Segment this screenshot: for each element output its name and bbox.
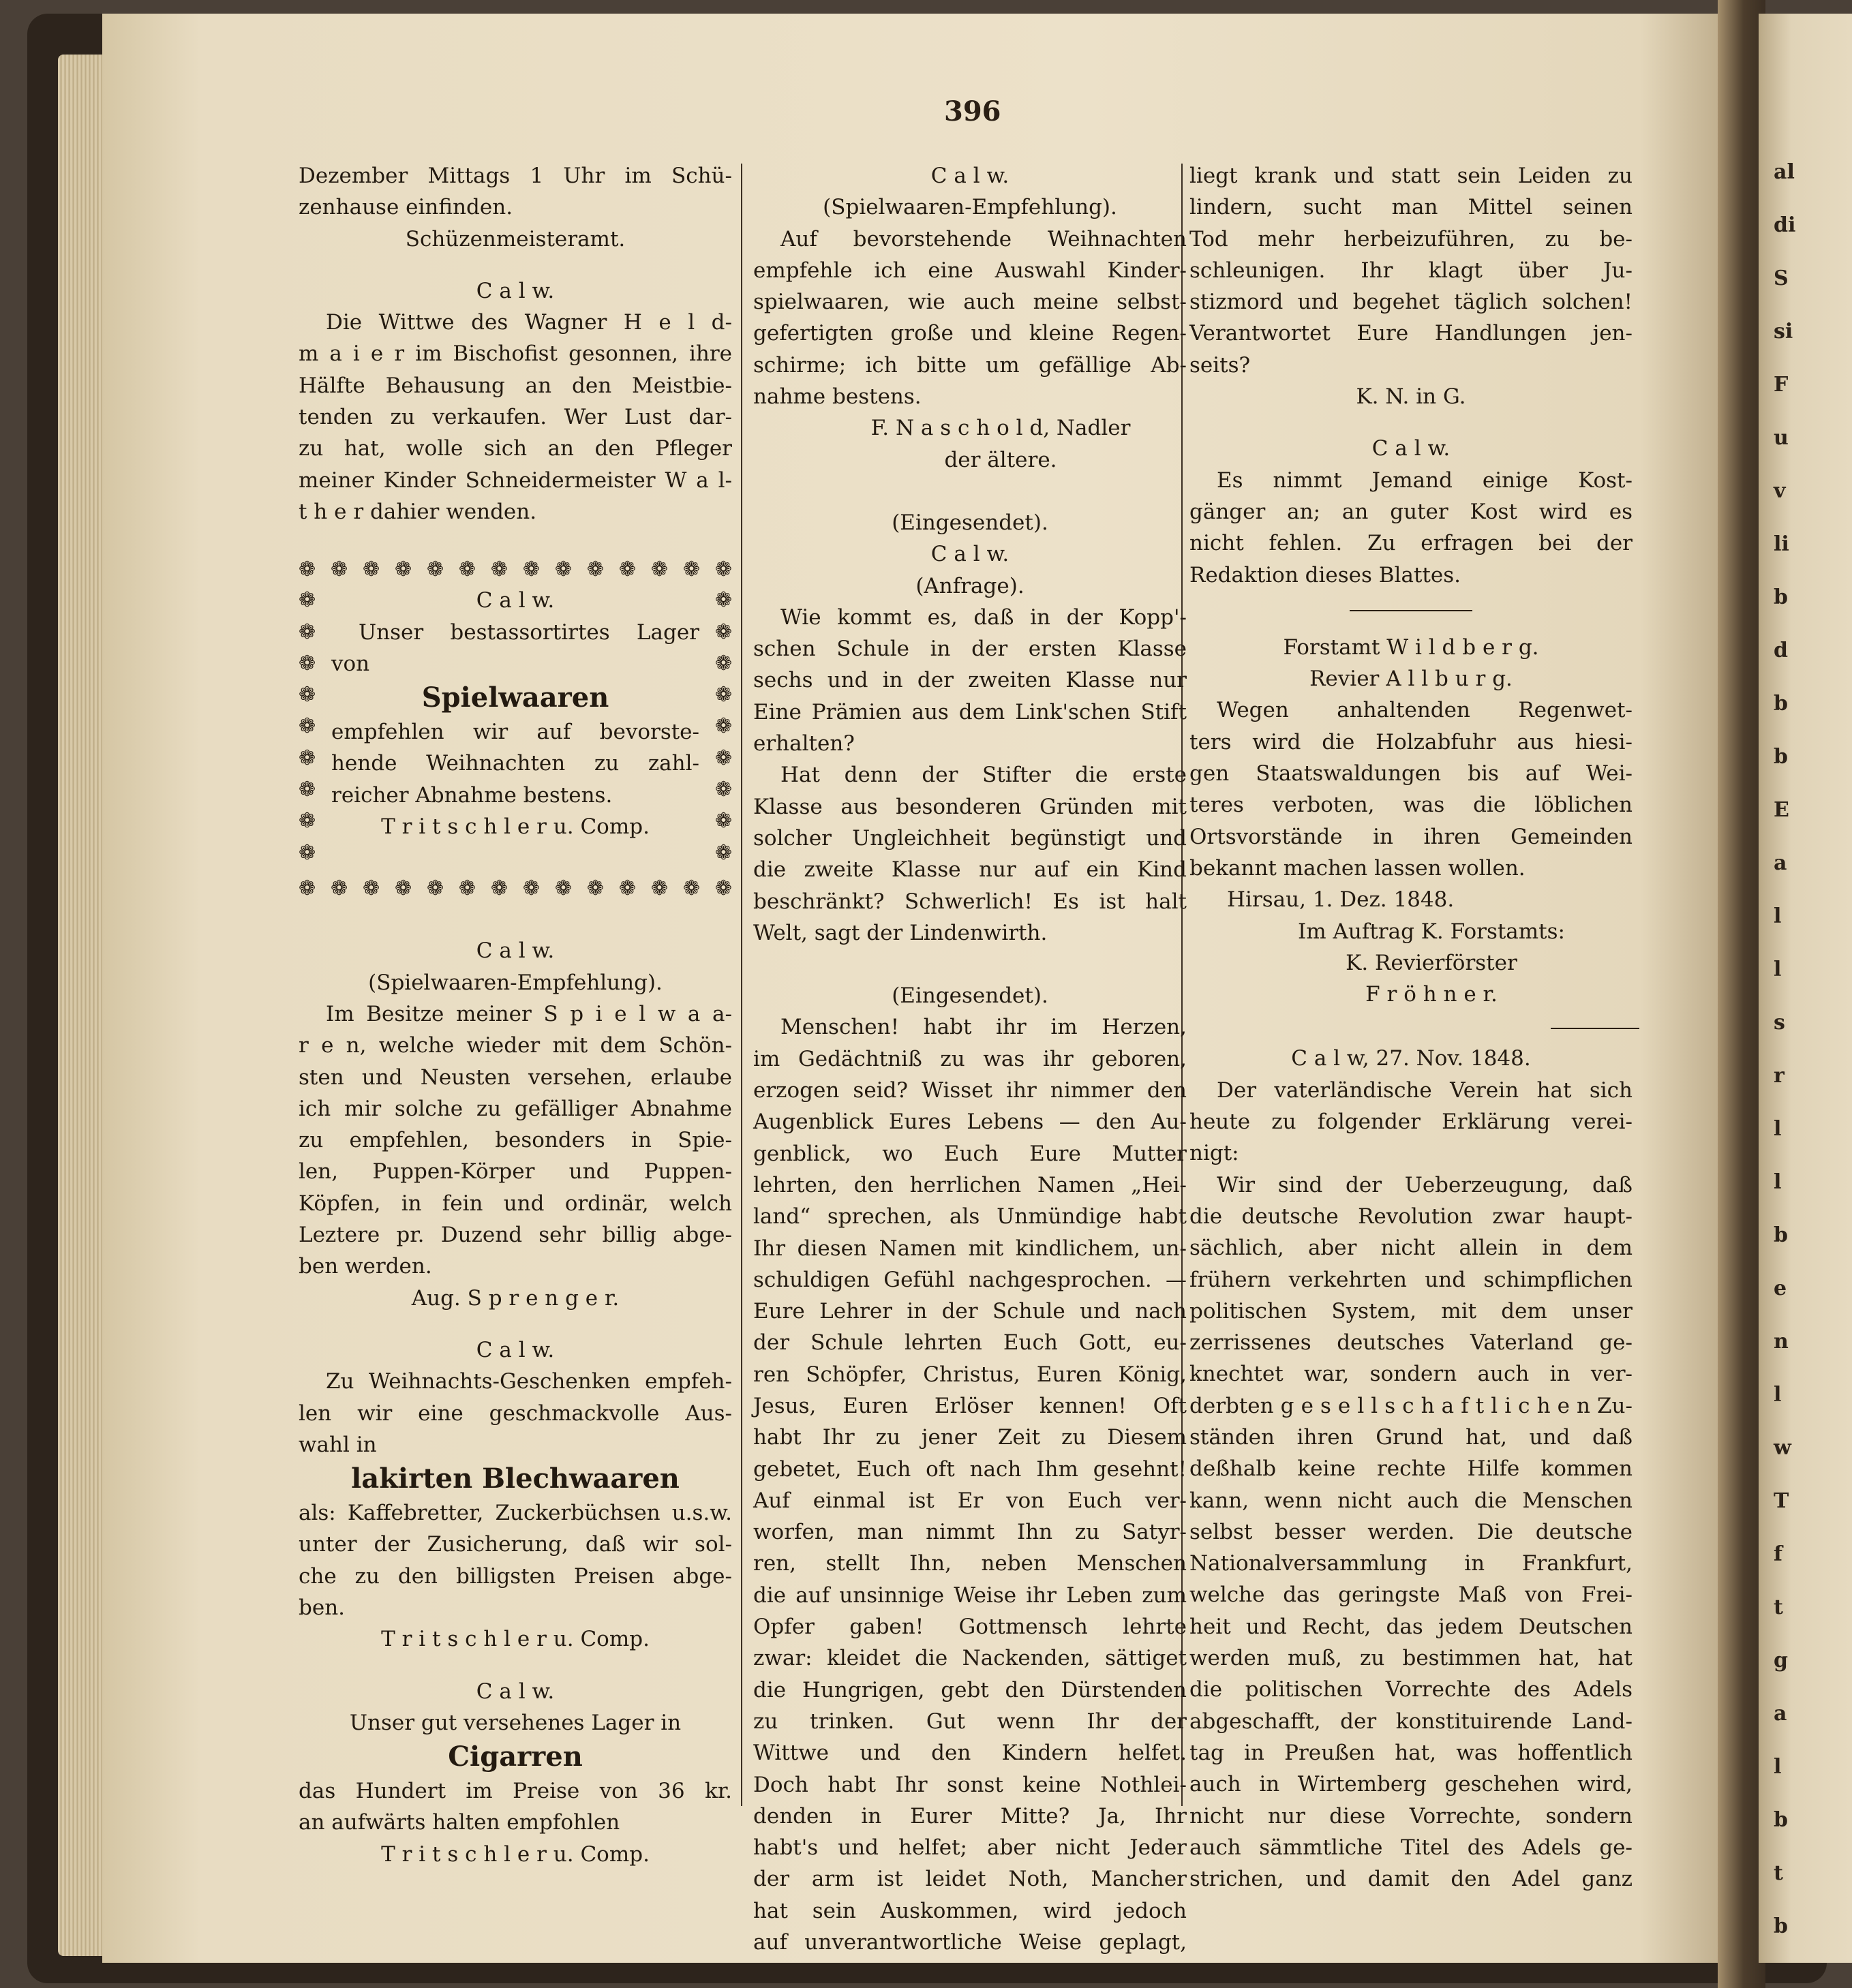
next-page-fragment: t bbox=[1774, 1861, 1783, 1885]
text-line: Nationalversammlung in Frankfurt, bbox=[1189, 1551, 1633, 1576]
text-line: die Hungrigen, gebt den Dürstenden bbox=[753, 1677, 1187, 1702]
ornament-glyph: ❁ bbox=[394, 557, 412, 582]
text-line: reicher Abnahme bestens. bbox=[331, 782, 613, 808]
ornament-glyph: ❁ bbox=[714, 588, 732, 613]
next-page-fragment: a bbox=[1774, 851, 1787, 875]
text-line: nicht nur diese Vorrechte, sondern bbox=[1189, 1803, 1633, 1829]
section-divider bbox=[1350, 610, 1472, 611]
ornament-right bbox=[715, 585, 732, 869]
signature: F r ö h n e r. bbox=[1365, 982, 1498, 1007]
ornament-row bbox=[299, 555, 732, 585]
ornament-glyph: ❁ bbox=[522, 557, 541, 582]
ornament-glyph: ❁ bbox=[299, 620, 316, 644]
text-line: abgeschafft, der konstituirende Land- bbox=[1189, 1709, 1633, 1734]
text-line: gänger an; an guter Kost wird es bbox=[1189, 499, 1633, 524]
ornament-glyph: ❁ bbox=[426, 557, 444, 582]
text-line: frühern verkehrten und schimpflichen bbox=[1189, 1267, 1633, 1292]
signature: Im Auftrag K. Forstamts: bbox=[1298, 919, 1565, 944]
next-page-fragment: l bbox=[1774, 1383, 1782, 1407]
ornament-glyph: ❁ bbox=[299, 746, 316, 770]
text-line: schuldigen Gefühl nachgesprochen. — bbox=[753, 1267, 1187, 1292]
ornament-glyph: ❁ bbox=[618, 557, 636, 582]
ornament-glyph: ❁ bbox=[554, 876, 573, 901]
text-line: das Hundert im Preise von 36 kr. bbox=[299, 1779, 732, 1804]
text-line: Leztere pr. Duzend sehr billig abge- bbox=[299, 1223, 732, 1248]
notice-wittwe bbox=[299, 275, 732, 527]
notice-sprenger bbox=[299, 935, 732, 1314]
signature: F. N a s c h o l d, Nadler bbox=[870, 416, 1131, 441]
ornament-glyph: ❁ bbox=[458, 876, 476, 901]
text-line: Dezember Mittags 1 Uhr im Schü- bbox=[299, 164, 732, 188]
notice-cigarren bbox=[299, 1676, 732, 1870]
text-line: hat sein Auskommen, wird jedoch bbox=[753, 1898, 1187, 1923]
next-page-fragment: v bbox=[1774, 479, 1786, 503]
text-line: sten und Neusten versehen, erlaube bbox=[299, 1065, 732, 1090]
next-page-fragment: e bbox=[1774, 1276, 1787, 1300]
text-line: habt's und helfet; aber nicht Jeder bbox=[753, 1835, 1187, 1861]
text-line: schen Schule in der ersten Klasse bbox=[753, 637, 1187, 662]
text-line: gebetet, Euch oft nach Ihm gesehnt! bbox=[753, 1456, 1187, 1482]
ornament-glyph: ❁ bbox=[714, 651, 732, 675]
notice-forstamt bbox=[1189, 632, 1633, 1011]
ornament-glyph: ❁ bbox=[299, 809, 316, 834]
text-line: spielwaaren, wie auch meine selbst- bbox=[753, 290, 1187, 315]
ornament-glyph: ❁ bbox=[714, 714, 732, 739]
next-page-fragment: t bbox=[1774, 1595, 1783, 1619]
notice-kostgaenger bbox=[1189, 433, 1633, 590]
next-page-fragment: s bbox=[1774, 1011, 1785, 1035]
text-line: werden muß, zu bestimmen hat, hat bbox=[1189, 1646, 1633, 1671]
column-3 bbox=[1189, 160, 1633, 1895]
text-line: der arm ist leidet Noth, Mancher bbox=[753, 1867, 1187, 1892]
ornament-glyph: ❁ bbox=[299, 714, 316, 739]
text-line: Wie kommt es, daß in der Kopp'- bbox=[780, 605, 1187, 630]
notice-verein bbox=[1189, 1043, 1633, 1895]
column-1 bbox=[299, 160, 732, 1870]
text-line: zenhause einfinden. bbox=[299, 195, 513, 220]
text-line: ren, stellt Ihn, neben Menschen bbox=[753, 1551, 1187, 1576]
text-line: kann, wenn nicht auch die Menschen bbox=[1189, 1488, 1633, 1513]
ornament-glyph: ❁ bbox=[714, 840, 732, 865]
text-line: genblick, wo Euch Eure Mutter bbox=[753, 1141, 1187, 1166]
ornament-glyph: ❁ bbox=[714, 809, 732, 834]
next-page-fragment: b bbox=[1774, 692, 1788, 716]
notice-schuetzen bbox=[299, 160, 732, 255]
ornament-glyph: ❁ bbox=[650, 876, 668, 901]
ornament-content bbox=[299, 585, 732, 874]
text-line: selbst besser werden. Die deutsche bbox=[1189, 1519, 1633, 1544]
ornament-glyph: ❁ bbox=[682, 876, 700, 901]
place-heading: C a l w. bbox=[476, 588, 555, 613]
signature: K. N. in G. bbox=[1356, 384, 1466, 410]
ornament-glyph: ❁ bbox=[714, 557, 732, 582]
text-line: derbten g e s e l l s c h a f t l i c h e n Zu- bbox=[1189, 1393, 1633, 1418]
text-line: der Schule lehrten Euch Gott, eu- bbox=[753, 1330, 1187, 1356]
ornament-glyph: ❁ bbox=[299, 683, 316, 707]
text-line: als: Kaffebretter, Zuckerbüchsen u.s.w. bbox=[299, 1501, 732, 1526]
next-page-fragment: l bbox=[1774, 1117, 1782, 1141]
text-line: Doch habt Ihr sonst keine Nothlei- bbox=[753, 1772, 1187, 1797]
ornament-glyph: ❁ bbox=[522, 876, 541, 901]
ornament-glyph: ❁ bbox=[394, 876, 412, 901]
next-page-fragment: di bbox=[1774, 213, 1796, 237]
signature: Schüzenmeisteramt. bbox=[405, 226, 626, 251]
notice-blechwaaren bbox=[299, 1334, 732, 1655]
ornament-glyph: ❁ bbox=[458, 557, 476, 582]
ornament-glyph: ❁ bbox=[299, 778, 316, 802]
next-page-fragment: li bbox=[1774, 532, 1789, 556]
text-line: Zu Weihnachts-Geschenken empfeh- bbox=[326, 1369, 732, 1394]
headline: Cigarren bbox=[448, 1741, 583, 1773]
text-line: zu hat, wolle sich an den Pfleger bbox=[299, 436, 732, 461]
text-line: Der vaterländische Verein hat sich bbox=[1217, 1077, 1633, 1103]
signature: Aug. S p r e n g e r. bbox=[411, 1285, 620, 1311]
text-line: nahme bestens. bbox=[753, 384, 922, 410]
notice-menschen bbox=[753, 980, 1187, 1958]
next-page-fragment: l bbox=[1774, 1170, 1782, 1194]
next-page-fragment: T bbox=[1774, 1489, 1789, 1513]
text-line: politischen System, mit dem unser bbox=[1189, 1298, 1633, 1324]
signature: T r i t s c h l e r u. Comp. bbox=[381, 1841, 650, 1867]
place-heading: C a l w. bbox=[930, 542, 1010, 567]
text-line: Auf einmal ist Er von Euch ver- bbox=[753, 1488, 1187, 1513]
text-line: unter der Zusicherung, daß wir sol- bbox=[299, 1532, 732, 1557]
text-line: die auf unsinnige Weise ihr Leben zum bbox=[753, 1582, 1187, 1608]
next-page-fragment: al bbox=[1774, 160, 1795, 184]
text-line: gen Staatswaldungen bis auf Wei- bbox=[1189, 761, 1633, 786]
text-line: habt Ihr zu jener Zeit zu Diesem bbox=[753, 1425, 1187, 1450]
text-line: empfehle ich eine Auswahl Kinder- bbox=[753, 258, 1187, 283]
text-line: Redaktion dieses Blattes. bbox=[1189, 562, 1461, 587]
next-page-fragment: d bbox=[1774, 639, 1788, 662]
text-line: Unser gut versehenes Lager in bbox=[349, 1710, 682, 1735]
ornament-glyph: ❁ bbox=[299, 557, 316, 582]
text-line: sechs und in der zweiten Klasse nur bbox=[753, 668, 1187, 693]
next-page-fragment: b bbox=[1774, 1914, 1788, 1938]
text-line: Opfer gaben! Gottmensch lehrte bbox=[753, 1615, 1187, 1640]
text-line: solcher Ungleichheit begünstigt und bbox=[753, 825, 1187, 851]
ornament-glyph: ❁ bbox=[714, 778, 732, 802]
text-line: teres verboten, was die löblichen bbox=[1189, 793, 1633, 818]
text-line: m a i e r im Bischofist gesonnen, ihre bbox=[299, 341, 732, 367]
next-page-fragment: b bbox=[1774, 1223, 1788, 1247]
text-line: lehrten, den herrlichen Namen „Hei- bbox=[753, 1172, 1187, 1197]
text-line: Hat denn der Stifter die erste bbox=[780, 763, 1187, 788]
place-heading: C a l w. bbox=[476, 938, 555, 964]
text-line: beschränkt? Schwerlich! Es ist halt bbox=[753, 889, 1187, 914]
text-line: empfehlen wir auf bevorste- bbox=[331, 720, 699, 745]
text-line: lindern, sucht man Mittel seinen bbox=[1189, 195, 1633, 220]
ornament-glyph: ❁ bbox=[618, 876, 636, 901]
text-line: r e n, welche wieder mit dem Schön- bbox=[299, 1033, 732, 1058]
text-line: Im Besitze meiner S p i e l w a a- bbox=[326, 1001, 732, 1026]
next-page-fragment: F bbox=[1774, 373, 1789, 397]
text-line: Wittwe und den Kindern helfet. bbox=[753, 1741, 1187, 1766]
notice-anfrage bbox=[753, 507, 1187, 949]
ornament-left bbox=[299, 585, 316, 869]
text-line: im Gedächtniß zu was ihr geboren, bbox=[753, 1046, 1187, 1071]
text-line: hende Weihnachten zu zahl- bbox=[331, 751, 699, 776]
text-line: tag in Preußen hat, was hoffentlich bbox=[1189, 1740, 1633, 1765]
signature: der ältere. bbox=[944, 447, 1057, 472]
text-line: wahl in bbox=[299, 1432, 377, 1457]
ornamental-box-ad bbox=[299, 555, 732, 904]
ornament-glyph: ❁ bbox=[299, 876, 316, 901]
next-page-fragment: b bbox=[1774, 585, 1788, 609]
headline: Spielwaaren bbox=[421, 682, 609, 714]
text-line: worfen, man nimmt Ihn zu Satyr- bbox=[753, 1520, 1187, 1545]
subtitle: (Spielwaaren-Empfehlung). bbox=[368, 970, 663, 995]
text-line: gefertigten große und kleine Regen- bbox=[753, 321, 1187, 346]
column-2 bbox=[753, 160, 1187, 1958]
next-page-edge bbox=[1759, 14, 1852, 1963]
place-heading: C a l w. bbox=[476, 1337, 555, 1362]
text-line: Auf bevorstehende Weihnachten bbox=[780, 226, 1187, 251]
text-line: Verantwortet Eure Handlungen jen- bbox=[1189, 321, 1633, 346]
text-line: Die Wittwe des Wagner H e l d- bbox=[326, 310, 732, 335]
signature: K. Revierförster bbox=[1346, 950, 1517, 975]
ornament-glyph: ❁ bbox=[299, 651, 316, 675]
ornament-glyph: ❁ bbox=[714, 683, 732, 707]
text-line: che zu den billigsten Preisen abge- bbox=[299, 1563, 732, 1589]
text-line: erzogen seid? Wisset ihr nimmer den bbox=[753, 1078, 1187, 1103]
ornament-glyph: ❁ bbox=[299, 840, 316, 865]
ornament-glyph: ❁ bbox=[586, 557, 604, 582]
next-page-fragment: u bbox=[1774, 426, 1789, 450]
text-line: auch in Wirtemberg geschehen wird, bbox=[1189, 1772, 1633, 1797]
text-line: Tod mehr herbeizuführen, zu be- bbox=[1189, 226, 1633, 251]
text-line: an aufwärts halten empfohlen bbox=[299, 1810, 620, 1835]
ornament-glyph: ❁ bbox=[714, 876, 732, 901]
text-line: ständen ihren Grund hat, und daß bbox=[1189, 1424, 1633, 1450]
ornament-glyph: ❁ bbox=[714, 620, 732, 644]
next-page-fragment: S bbox=[1774, 266, 1789, 290]
next-page-fragment: l bbox=[1774, 958, 1782, 981]
notice-continuation bbox=[1189, 160, 1633, 412]
text-line: zerrissenes deutsches Vaterland ge- bbox=[1189, 1330, 1633, 1356]
next-page-fragment: l bbox=[1774, 1755, 1782, 1779]
place-heading: C a l w. bbox=[476, 278, 555, 303]
signature: T r i t s c h l e r u. Comp. bbox=[381, 814, 650, 840]
text-line: nigt: bbox=[1189, 1141, 1239, 1166]
next-page-fragment: n bbox=[1774, 1330, 1789, 1354]
next-page-fragment: a bbox=[1774, 1702, 1787, 1726]
text-line: nicht fehlen. Zu erfragen bei der bbox=[1189, 531, 1633, 556]
text-line: Köpfen, in fein und ordinär, welch bbox=[299, 1191, 732, 1216]
next-page-fragment: f bbox=[1774, 1542, 1782, 1566]
next-page-fragment: E bbox=[1774, 798, 1789, 822]
ornament-glyph: ❁ bbox=[299, 588, 316, 613]
text-line: Wir sind der Ueberzeugung, daß bbox=[1217, 1172, 1633, 1197]
text-line: von bbox=[331, 651, 370, 676]
ornament-glyph: ❁ bbox=[650, 557, 668, 582]
text-line: tenden zu verkaufen. Wer Lust dar- bbox=[299, 405, 732, 430]
text-line: zu trinken. Gut wenn Ihr der bbox=[753, 1709, 1187, 1734]
page-number: 396 bbox=[944, 95, 1001, 127]
text-line: Ihr diesen Namen mit kindlichem, un- bbox=[753, 1236, 1187, 1261]
place-heading: C a l w. bbox=[476, 1679, 555, 1704]
text-line: Jesus, Euren Erlöser kennen! Oft bbox=[753, 1393, 1187, 1418]
text-line: Es nimmt Jemand einige Kost- bbox=[1217, 468, 1633, 493]
text-line: auch sämmtliche Titel des Adels ge- bbox=[1189, 1835, 1633, 1860]
text-line: seits? bbox=[1189, 352, 1251, 378]
text-line: ben. bbox=[299, 1595, 346, 1620]
text-line: heute zu folgender Erklärung verei- bbox=[1189, 1110, 1633, 1135]
notice-naschold bbox=[753, 160, 1187, 476]
text-line: Hälfte Behausung an den Meistbie- bbox=[299, 373, 732, 398]
dateline: Hirsau, 1. Dez. 1848. bbox=[1227, 887, 1455, 913]
text-line: schleunigen. Ihr klagt über Ju- bbox=[1189, 258, 1633, 283]
tag: (Eingesendet). bbox=[892, 510, 1048, 535]
text-line: zwar: kleidet die Nackenden, sättiget bbox=[753, 1646, 1187, 1671]
title: Forstamt W i l d b e r g. bbox=[1283, 634, 1539, 660]
text-line: ren Schöpfer, Christus, Euren König, bbox=[753, 1362, 1187, 1387]
text-line: die politischen Vorrechte des Adels bbox=[1189, 1677, 1633, 1702]
ornament-glyph: ❁ bbox=[682, 557, 700, 582]
text-line: auf unverantwortliche Weise geplagt, bbox=[753, 1930, 1187, 1955]
next-page-fragment: si bbox=[1774, 320, 1793, 343]
next-page-fragment: b bbox=[1774, 1808, 1788, 1832]
headline: lakirten Blechwaaren bbox=[351, 1463, 680, 1495]
subtitle: Revier A l l b u r g. bbox=[1309, 667, 1513, 692]
next-page-fragment: r bbox=[1774, 1064, 1785, 1088]
subtitle: (Spielwaaren-Empfehlung). bbox=[823, 195, 1117, 220]
text-line: knechtet war, sondern auch in ver- bbox=[1189, 1362, 1633, 1387]
text-line: Wegen anhaltenden Regenwet- bbox=[1217, 698, 1633, 723]
next-page-fragment: l bbox=[1774, 904, 1782, 928]
ornament-row bbox=[299, 874, 732, 904]
text-line: welche das geringste Maß von Frei- bbox=[1189, 1582, 1633, 1608]
text-line: bekannt machen lassen wollen. bbox=[1189, 855, 1525, 881]
text-line: Klasse aus besonderen Gründen mit bbox=[753, 794, 1187, 819]
ornament-glyph: ❁ bbox=[586, 876, 604, 901]
text-line: ters wird die Holzabfuhr aus hiesi- bbox=[1189, 729, 1633, 754]
place-heading: C a l w. bbox=[1371, 436, 1451, 461]
text-line: Eine Prämien aus dem Link'schen Stift bbox=[753, 699, 1187, 724]
ornament-glyph: ❁ bbox=[554, 557, 573, 582]
text-line: Augenblick Eures Lebens — den Au- bbox=[753, 1110, 1187, 1135]
text-line: denden in Eurer Mitte? Ja, Ihr bbox=[753, 1803, 1187, 1829]
ornament-glyph: ❁ bbox=[362, 876, 380, 901]
text-line: schirme; ich bitte um gefällige Ab- bbox=[753, 352, 1187, 378]
ornament-glyph: ❁ bbox=[490, 876, 508, 901]
text-line: erhalten? bbox=[753, 731, 855, 756]
signature: T r i t s c h l e r u. Comp. bbox=[381, 1627, 650, 1652]
place-heading: C a l w. bbox=[930, 164, 1010, 188]
text-line: len wir eine geschmackvolle Aus- bbox=[299, 1401, 732, 1426]
text-line: deßhalb keine rechte Hilfe kommen bbox=[1189, 1456, 1633, 1482]
text-line: die zweite Klasse nur auf ein Kind bbox=[753, 857, 1187, 883]
next-page-fragment: w bbox=[1774, 1436, 1791, 1460]
text-line: len, Puppen-Körper und Puppen- bbox=[299, 1159, 732, 1184]
text-line: Welt, sagt der Lindenwirth. bbox=[753, 920, 1048, 945]
text-line: heit und Recht, das jedem Deutschen bbox=[1189, 1614, 1633, 1639]
next-page-fragment: b bbox=[1774, 745, 1788, 769]
ornament-glyph: ❁ bbox=[330, 557, 348, 582]
text-line: die deutsche Revolution zwar haupt- bbox=[1189, 1204, 1633, 1229]
text-line: Unser bestassortirtes Lager bbox=[359, 620, 699, 645]
text-line: zu empfehlen, besonders in Spie- bbox=[299, 1128, 732, 1153]
text-line: ben werden. bbox=[299, 1254, 432, 1279]
text-line: sächlich, aber nicht allein in dem bbox=[1189, 1236, 1633, 1261]
ornament-glyph: ❁ bbox=[490, 557, 508, 582]
text-line: ich mir solche zu gefälliger Abnahme bbox=[299, 1096, 732, 1121]
next-page-fragment: g bbox=[1774, 1649, 1788, 1672]
text-line: t h e r dahier wenden. bbox=[299, 499, 537, 524]
text-line: Eure Lehrer in der Schule und nach bbox=[753, 1299, 1187, 1324]
text-line: liegt krank und statt sein Leiden zu bbox=[1189, 164, 1633, 188]
text-line: strichen, und damit den Adel ganz bbox=[1189, 1867, 1633, 1892]
text-line: Ortsvorstände in ihren Gemeinden bbox=[1189, 824, 1633, 849]
text-line: land“ sprechen, als Unmündige habt bbox=[753, 1204, 1187, 1229]
column-rule bbox=[741, 164, 742, 1806]
tag: (Eingesendet). bbox=[892, 983, 1048, 1009]
ornament-glyph: ❁ bbox=[714, 746, 732, 770]
section-divider bbox=[1551, 1028, 1639, 1029]
subtitle: (Anfrage). bbox=[915, 573, 1024, 598]
ornament-glyph: ❁ bbox=[426, 876, 444, 901]
place-heading: C a l w, 27. Nov. 1848. bbox=[1291, 1046, 1531, 1071]
text-line: Menschen! habt ihr im Herzen, bbox=[780, 1015, 1187, 1040]
text-line: meiner Kinder Schneidermeister W a l- bbox=[299, 468, 732, 493]
ornament-glyph: ❁ bbox=[362, 557, 380, 582]
ornament-glyph: ❁ bbox=[330, 876, 348, 901]
text-line: stizmord und begehet täglich solchen! bbox=[1189, 290, 1633, 315]
